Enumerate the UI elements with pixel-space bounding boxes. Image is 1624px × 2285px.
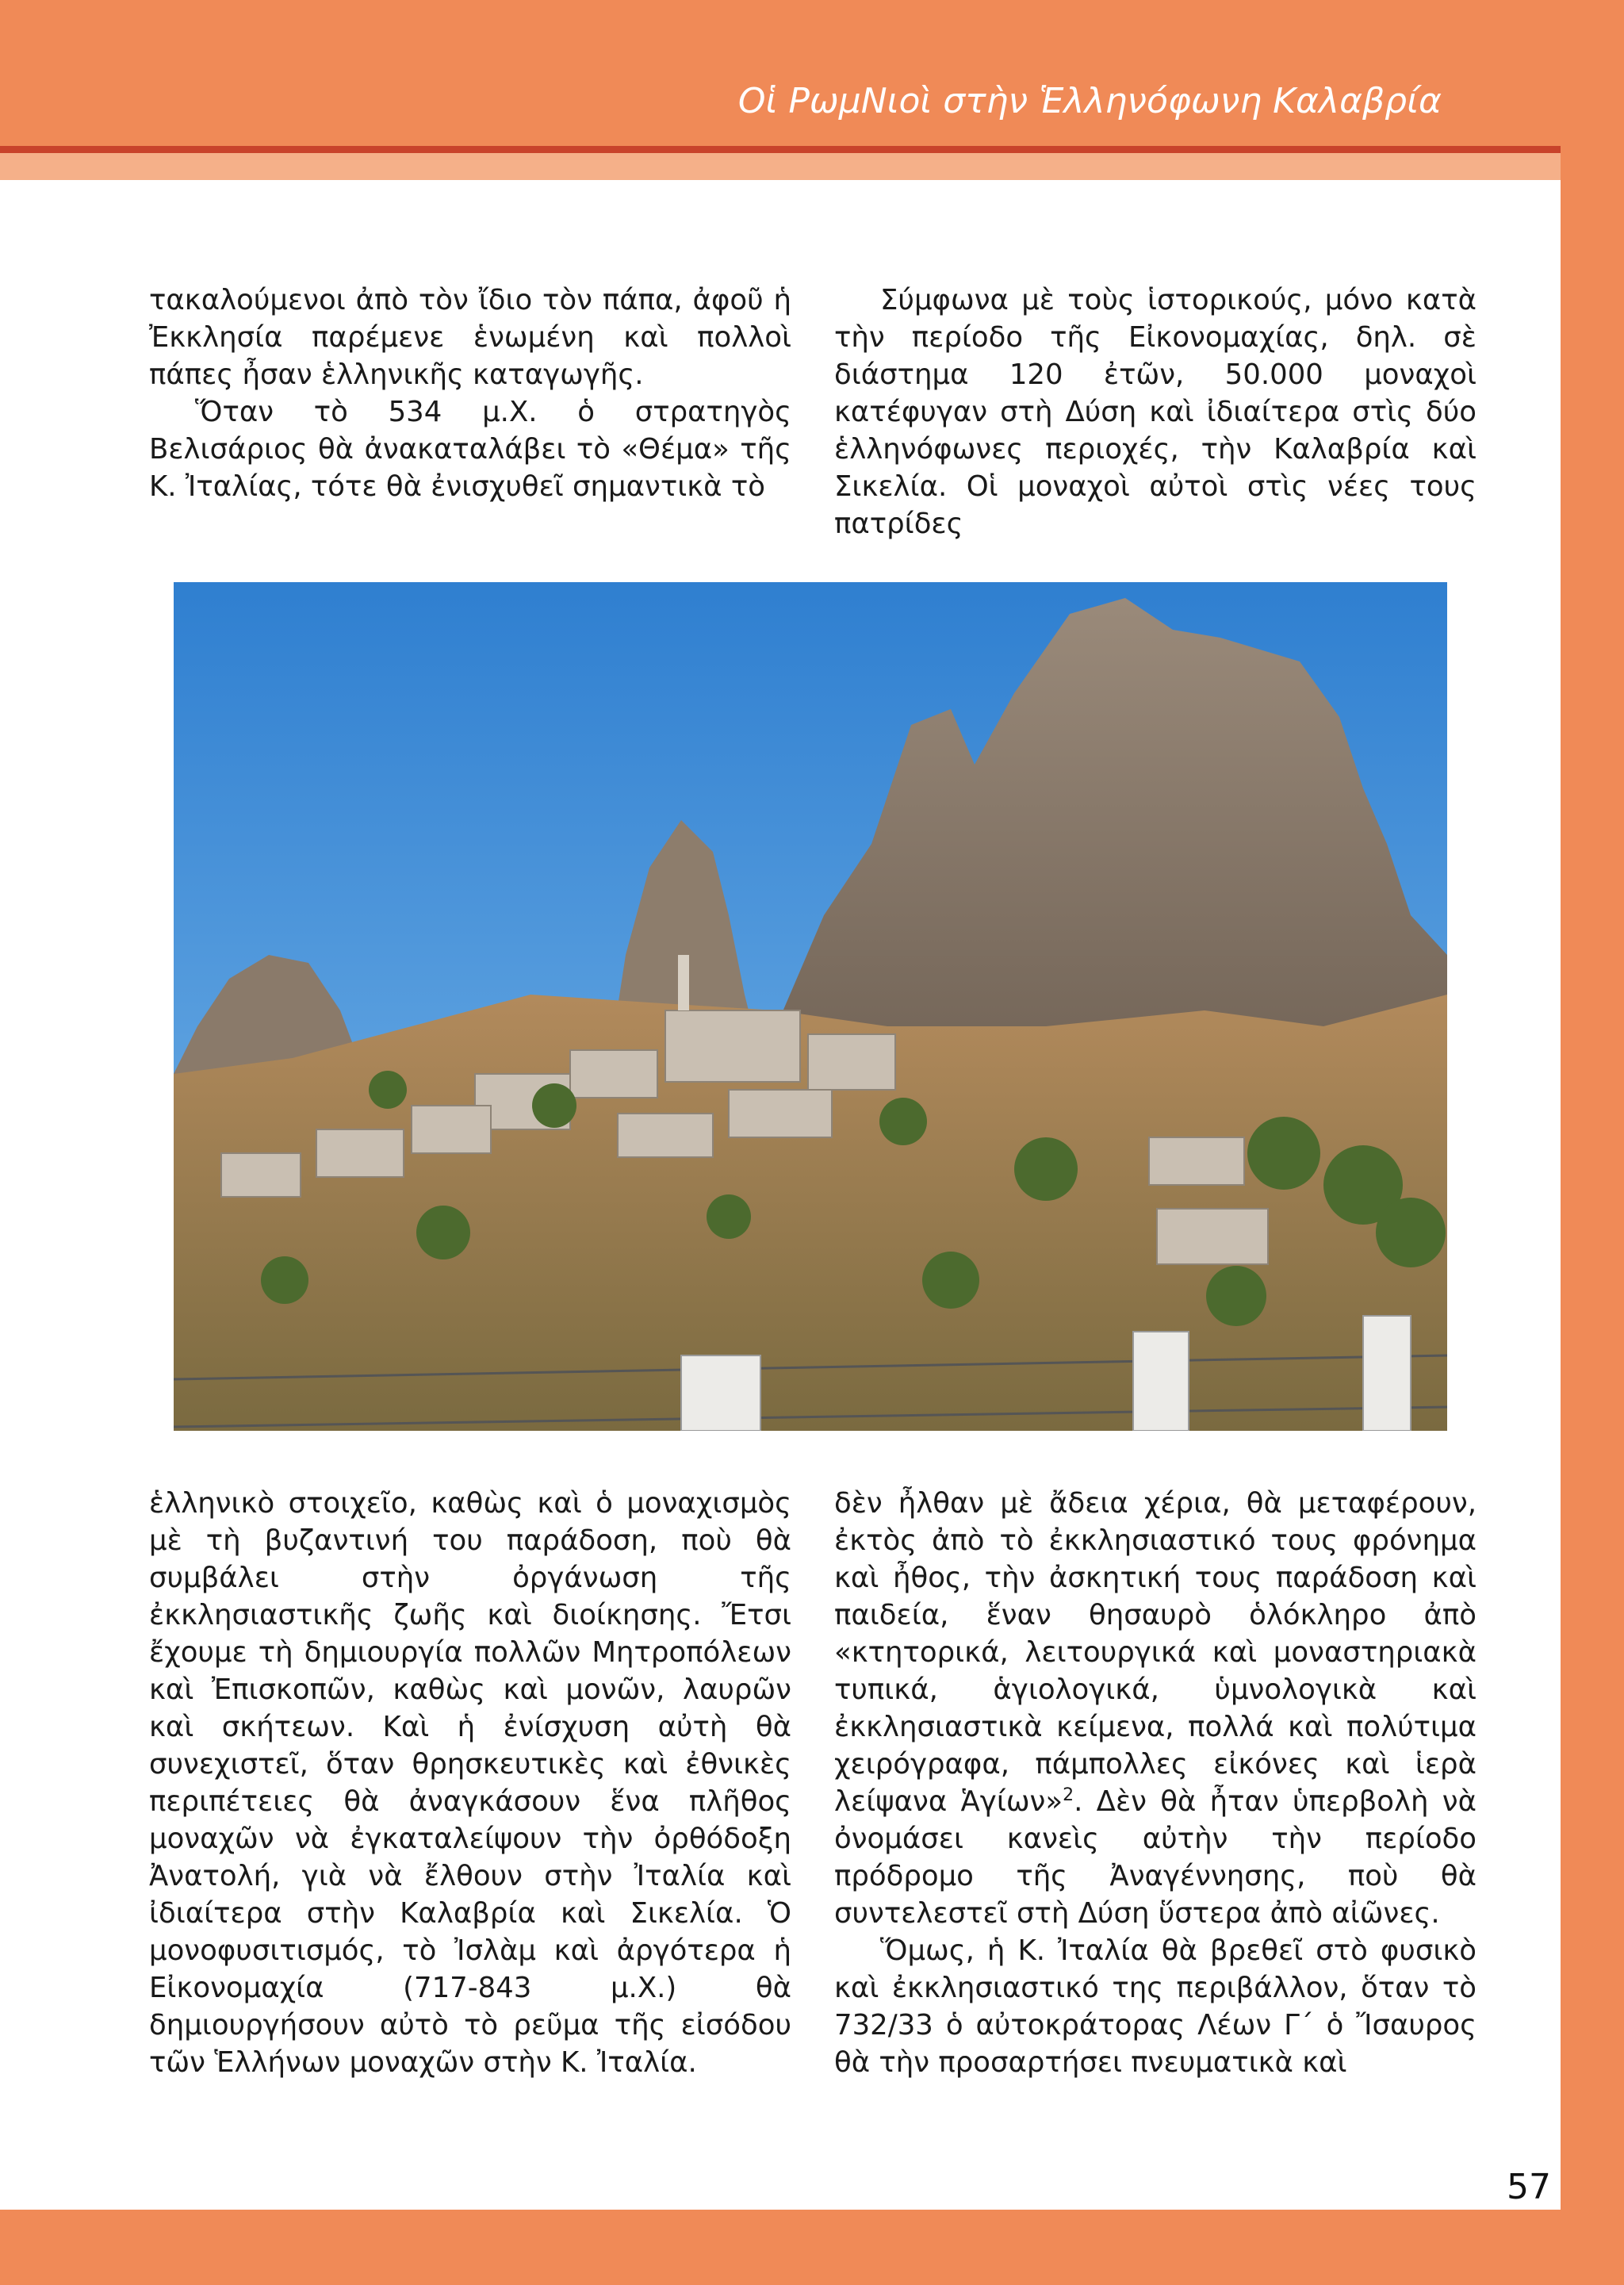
text-column-top-right — [834, 282, 1477, 542]
railing-pillar — [681, 1355, 760, 1431]
text-column-bottom-right — [834, 1485, 1477, 2081]
paragraph: τακαλούμενοι ἀπὸ τὸν ἴδιο τὸν πάπα, ἀφοῦ ἡ Ἐκκλησία παρέμενε ἑνωμένη καὶ πολλοὶ πάπες ἦσαν ἑλληνικῆς καταγωγῆς. — [149, 284, 791, 391]
landscape-illustration — [174, 582, 1447, 1431]
page-footer — [0, 2210, 1624, 2285]
page-number: 57 — [1507, 2167, 1551, 2207]
text-column-bottom-left — [149, 1485, 791, 2081]
village-photo — [174, 582, 1447, 1431]
text-column-top-left — [149, 282, 791, 505]
right-margin-strip — [1561, 0, 1624, 2285]
paragraph: ἑλληνικὸ στοιχεῖο, καθὼς καὶ ὁ μοναχισμὸς μὲ τὴ βυζαντινή του παράδοση, ποὺ θὰ συμβάλει στὴν ὀργάνωση τῆς ἐκκλησιαστικῆς ζωῆς καὶ διοίκησης. Ἔτσι ἔχουμε τὴ δημιουργία πολλῶν Μητροπόλεων καὶ Ἐπισκοπῶν, καθὼς καὶ μονῶν, λαυρῶν καὶ σκήτεων. Καὶ ἡ ἐνίσχυση αὐτὴ θὰ συνεχιστεῖ, ὅταν θρησκευτικὲς καὶ ἐθνικὲς περιπέτειες θὰ ἀναγκάσουν ἕνα πλῆθος μοναχῶν νὰ ἐγκαταλείψουν τὴν ὀρθόδοξη Ἀνατολή, γιὰ νὰ ἔλθουν στὴν Ἰταλία καὶ ἰδιαίτερα στὴν Καλαβρία καὶ Σικελία. Ὁ μονοφυσιτισμός, τὸ Ἰσλὰμ καὶ ἀργότερα ἡ Εἰκονομαχία (717-843 μ.Χ.) θὰ δημιουργήσουν αὐτὸ τὸ ρεῦμα τῆς εἰσόδου τῶν Ἑλλήνων μοναχῶν στὴν Κ. Ἰταλία. — [149, 1487, 791, 2079]
paragraph: Σύμφωνα μὲ τοὺς ἱστορικούς, μόνο κατὰ τὴν περίοδο τῆς Εἰκονομαχίας, δηλ. σὲ διάστημα 120 ἐτῶν, 50.000 μοναχοὶ κατέφυγαν στὴ Δύση καὶ ἰδιαίτερα στὶς δύο ἑλληνόφωνες περιοχές, τὴν Καλαβρία καὶ Σικελία. Οἱ μοναχοὶ αὐτοὶ στὶς νέες τους πατρίδες — [834, 284, 1477, 540]
paragraph-text: δὲν ἦλθαν μὲ ἄδεια χέρια, θὰ μεταφέρουν, ἐκτὸς ἀπὸ τὸ ἐκκλησιαστικό τους φρόνημα καὶ ἦθος, τὴν ἀσκητική τους παράδοση καὶ παιδεία, ἕναν θησαυρὸ ὁλόκληρο ἀπὸ «κτητορικά, λειτουργικά καὶ μοναστηριακὰ τυπικά, ἁγιολογικά, ὑμνολογικὰ καὶ ἐκκλησιαστικὰ κείμενα, πολλά καὶ πολύτιμα χειρόγραφα, πάμπολλες εἰκόνες καὶ ἱερὰ λείψανα Ἁγίων» — [834, 1487, 1477, 1818]
paragraph: Ὅμως, ἡ Κ. Ἰταλία θὰ βρεθεῖ στὸ φυσικὸ καὶ ἐκκλησιαστικό της περιβάλλον, ὅταν τὸ 732/33 ὁ αὐτοκράτορας Λέων Γ΄ ὁ Ἴσαυρος θὰ τὴν προσαρτήσει πνευματικὰ καὶ — [834, 1934, 1477, 2079]
paragraph-text: . Δὲν θὰ ἦταν ὑπερβολὴ νὰ ὀνομάσει κανεὶς αὐτὴν τὴν περίοδο πρόδρομο τῆς Ἀναγέννησης, ποὺ θὰ συντελεστεῖ στὴ Δύση ὕστερα ἀπὸ αἰῶνες. — [834, 1785, 1477, 1930]
railing-pillar — [1363, 1316, 1411, 1431]
paragraph — [834, 1485, 1477, 1932]
paragraph: Ὅταν τὸ 534 μ.Χ. ὁ στρατηγὸς Βελισάριος θὰ ἀνακαταλάβει τὸ «Θέμα» τῆς Κ. Ἰταλίας, τότε θὰ ἐνισχυθεῖ σημαντικὰ τὸ — [149, 396, 791, 503]
running-title: Οἱ ΡωμΝιοὶ στὴν Ἑλληνόφωνη Καλαβρία — [737, 81, 1442, 121]
footnote-marker[interactable]: 2 — [1063, 1785, 1074, 1806]
page-header — [0, 0, 1624, 146]
bell-tower — [678, 955, 689, 1010]
railing-pillar — [1133, 1332, 1189, 1431]
header-rule — [0, 146, 1624, 153]
header-shadow-band — [0, 153, 1624, 180]
